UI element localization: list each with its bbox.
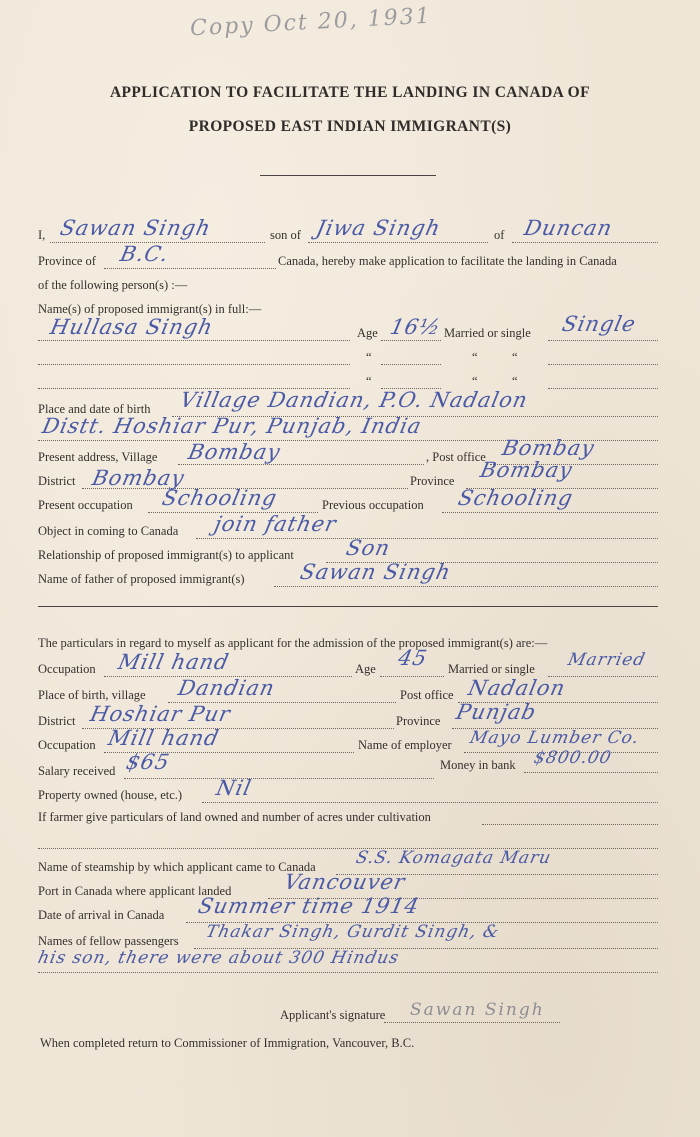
district-value: Bombay: [90, 466, 187, 490]
salary-label: Salary received: [38, 764, 116, 778]
immigrant-name-value: Hullasa Singh: [48, 315, 216, 339]
salary-line: [124, 778, 434, 779]
immigrant-married-label: Married or single: [444, 326, 531, 340]
immigrant-age-line-2: [381, 364, 441, 365]
app-occupation-value: Mill hand: [116, 650, 232, 674]
employer-label: Name of employer: [358, 738, 452, 752]
immigrant-married-line: [548, 340, 658, 341]
immigrant-married-line-2: [548, 364, 658, 365]
title-divider: [260, 175, 436, 176]
app-occupation2-label: Occupation: [38, 738, 96, 752]
app-district-label: District: [38, 714, 76, 728]
birth-value-2: Distt. Hoshiar Pur, Punjab, India: [40, 414, 425, 438]
app-province-value: Punjab: [454, 700, 539, 724]
father-value: Sawan Singh: [298, 560, 454, 584]
form-title-line1: APPLICATION TO FACILITATE THE LANDING IN CANADA OF: [109, 84, 591, 101]
signature-line: [384, 1022, 560, 1023]
object-value: join father: [212, 512, 339, 536]
app-married-label: Married or single: [448, 662, 535, 676]
salary-value: $65: [124, 750, 173, 774]
immigrant-name-line: [38, 340, 350, 341]
app-age-value: 45: [396, 646, 430, 670]
of-label: of: [494, 228, 505, 242]
arrival-label: Date of arrival in Canada: [38, 908, 165, 922]
steamship-value: S.S. Komagata Maru: [354, 848, 554, 868]
immigrant-age-line: [381, 340, 441, 341]
return-instructions: When completed return to Commissioner of Immigration, Vancouver, B.C.: [40, 1036, 415, 1050]
app-age-line: [380, 676, 444, 677]
i-label: I,: [38, 228, 46, 242]
ditto-married-2a: “: [472, 350, 478, 364]
passengers-value-2: his son, there were about 300 Hindus: [36, 948, 402, 968]
farmer-label: If farmer give particulars of land owned and number of acres under cultivation: [38, 810, 431, 824]
arrival-value: Summer time 1914: [196, 894, 422, 918]
father-label: Name of father of proposed immigrant(s): [38, 572, 245, 586]
relationship-value: Son: [344, 536, 393, 560]
steamship-label: Name of steamship by which applicant came to Canada: [38, 860, 316, 874]
son-of-label: son of: [270, 228, 301, 242]
birth-value-1: Village Dandian, P.O. Nadalon: [178, 388, 531, 412]
passengers-value-1: Thakar Singh, Gurdit Singh, &: [204, 922, 502, 942]
app-occupation-label: Occupation: [38, 662, 96, 676]
relationship-label: Relationship of proposed immigrant(s) to applicant: [38, 548, 294, 562]
address-value: Bombay: [186, 440, 283, 464]
passengers-label: Names of fellow passengers: [38, 934, 179, 948]
ditto-age-2: “: [366, 350, 372, 364]
father-name-value: Jiwa Singh: [314, 216, 444, 240]
signature-label: Applicant's signature: [280, 1008, 386, 1022]
app-post-office-value: Nadalon: [466, 676, 568, 700]
occupation-value: Schooling: [160, 486, 280, 510]
ditto-age-3: “: [366, 374, 372, 388]
app-married-value: Married: [566, 650, 648, 670]
city-value: Duncan: [522, 216, 615, 240]
pencil-copy-annotation: Copy Oct 20, 1931: [189, 3, 433, 42]
province-label: Province of: [38, 254, 96, 268]
province-line: [104, 268, 276, 269]
employer-value: Mayo Lumber Co.: [468, 728, 642, 748]
object-label: Object in coming to Canada: [38, 524, 179, 538]
province2-label: Province: [410, 474, 455, 488]
father-name-line: [308, 242, 488, 243]
birth-village-value: Dandian: [176, 676, 278, 700]
money-value: $800.00: [532, 748, 614, 768]
province2-value: Bombay: [478, 458, 575, 482]
object-line: [196, 538, 658, 539]
ditto-married-3b: “: [512, 374, 518, 388]
following-persons-label: of the following person(s) :—: [38, 278, 188, 292]
immigrant-age-value: 16½: [388, 315, 444, 339]
address-line: [178, 464, 424, 465]
app-district-value: Hoshiar Pur: [88, 702, 234, 726]
canada-statement: Canada, hereby make application to facilitate the landing in Canada: [278, 254, 617, 268]
port-label: Port in Canada where applicant landed: [38, 884, 232, 898]
property-line: [202, 802, 658, 803]
farmer-line-2: [38, 848, 658, 849]
birth-label: Place and date of birth: [38, 402, 151, 416]
money-label: Money in bank: [440, 758, 516, 772]
money-line: [524, 772, 658, 773]
immigrant-name-line-2: [38, 364, 350, 365]
ditto-married-3a: “: [472, 374, 478, 388]
district-label: District: [38, 474, 76, 488]
immigrant-married-line-3: [548, 388, 658, 389]
app-province-label: Province: [396, 714, 441, 728]
occupation-label: Present occupation: [38, 498, 133, 512]
app-age-label: Age: [355, 662, 376, 676]
property-label: Property owned (house, etc.): [38, 788, 183, 802]
province-value: B.C.: [118, 242, 172, 266]
prev-occupation-line: [442, 512, 658, 513]
address-label: Present address, Village: [38, 450, 158, 464]
ditto-married-2b: “: [512, 350, 518, 364]
farmer-line-1: [482, 824, 658, 825]
port-value: Vancouver: [282, 870, 408, 894]
particulars-intro: The particulars in regard to myself as applicant for the admission of the proposed immigrant(s) are:—: [38, 636, 548, 650]
prev-occupation-label: Previous occupation: [322, 498, 424, 512]
post-office-value: Bombay: [500, 436, 597, 460]
app-post-office-label: Post office: [400, 688, 454, 702]
section-divider: [38, 606, 658, 607]
immigrant-age-label: Age: [357, 326, 378, 340]
city-line: [512, 242, 658, 243]
prev-occupation-value: Schooling: [456, 486, 576, 510]
immigrant-married-value: Single: [560, 312, 639, 336]
property-value: Nil: [214, 776, 254, 800]
applicant-name-value: Sawan Singh: [58, 216, 214, 240]
post-office-label: , Post office: [426, 450, 486, 464]
form-title-line2: PROPOSED EAST INDIAN IMMIGRANT(S): [188, 118, 512, 135]
father-line: [274, 586, 658, 587]
app-occupation2-value: Mill hand: [106, 726, 222, 750]
birth-village-label: Place of birth, village: [38, 688, 146, 702]
immigrant-names-label: Name(s) of proposed immigrant(s) in full:—: [38, 302, 262, 316]
signature-value: Sawan Singh: [410, 1000, 545, 1020]
passengers-line-2: [38, 972, 658, 973]
